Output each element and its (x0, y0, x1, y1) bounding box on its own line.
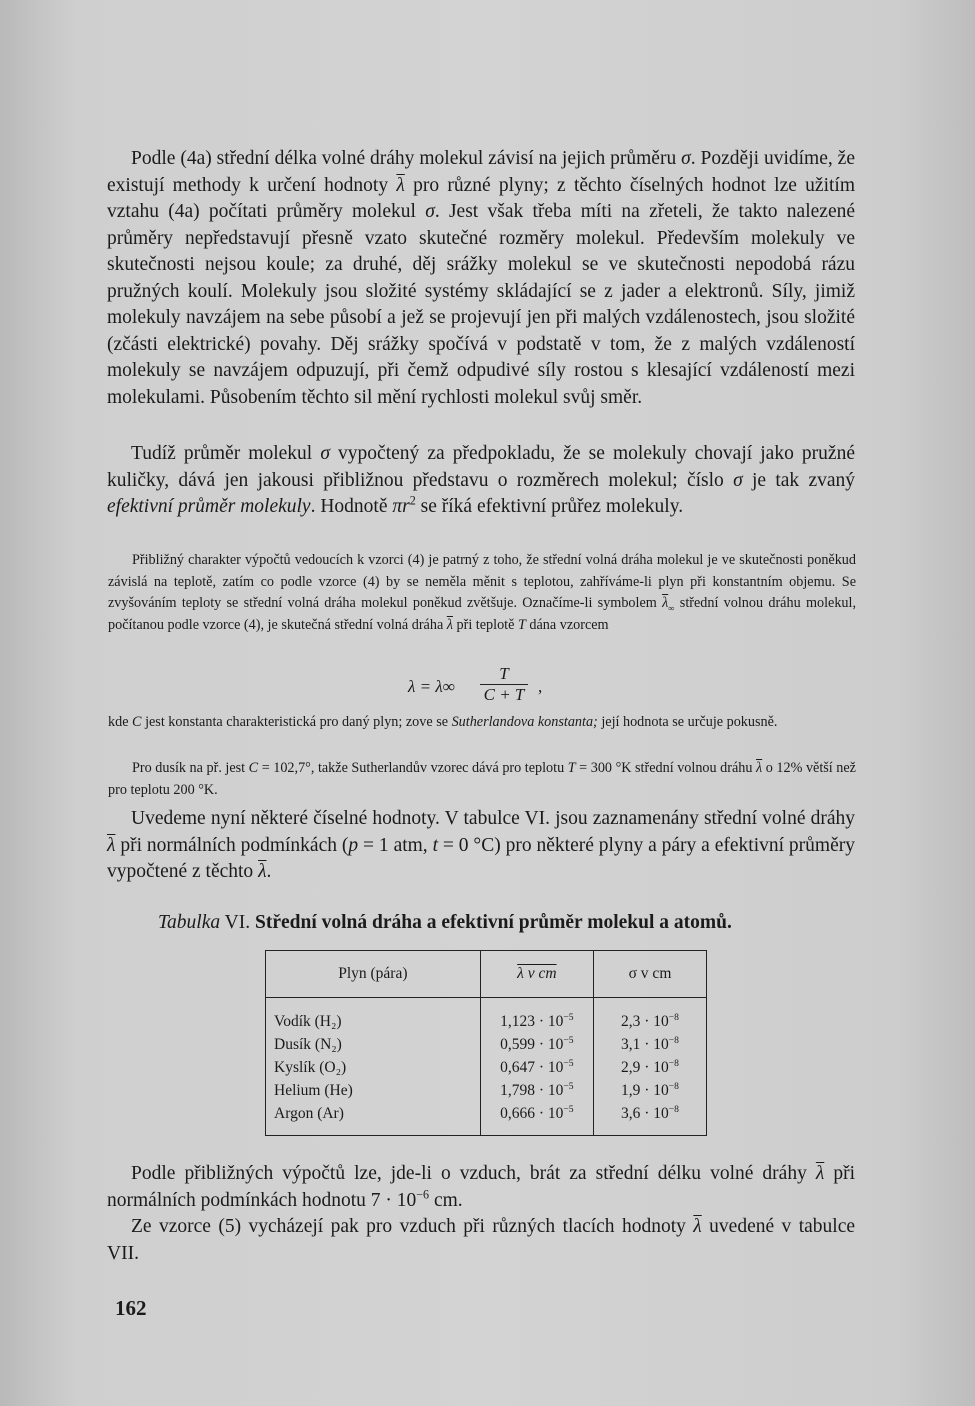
header-sigma: σ v cm (593, 951, 706, 998)
paragraph-3: Uvedeme nyní některé číselné hodnoty. V tabulce VI. jsou zaznamenány střední volné dráhy $\overline{\lambda}$ při normálních podmínkách (p = 1 atm, t = 0 °C) pro některé plyny a páry a efektivní průměry vypočtené z těchto $\overline{\lambda}$. (107, 808, 855, 882)
cell-sigma: $2,3 \cdot 10^{-8}$ (593, 998, 706, 1034)
paragraph-2: Tudíž průměr molekul σ vypočtený za předpokladu, že se molekuly chovají jako pružné kuličky, dává jen jakousi přibližnou představu o rozměrech molekul; číslo σ je tak zvaný efektivní průměr molekuly. Hodnotě $\pi r^2$ se říká efektivní průřez molekuly. (107, 443, 855, 517)
cell-sigma: $3,6 \cdot 10^{-8}$ (593, 1102, 706, 1136)
mean-free-path-table (265, 950, 707, 1136)
small-paragraph-1: Přibližný charakter výpočtů vedoucích k vzorci (4) je patrný z toho, že střední volná dráha molekul je ve skutečnosti poněkud závislá na teplotě, zatím co podle vzorce (4) by se neměla měnit s teplotou, zahříváme-li plyn při konstantním objemu. Se zvyšováním teploty se střední volná dráha molekul poněkud zvětšuje. Označíme-li symbolem $\overline{\lambda}_\infty$ střední volnou dráhu molekul, počítanou podle vzorce (4), je skutečná střední volná dráha $\overline{\lambda}$ při teplotě T dána vzorcem (108, 552, 856, 633)
formula-lhs: λ = λ∞ (408, 677, 455, 696)
formula-fraction (480, 665, 528, 704)
header-lambda: λ v cm (480, 951, 593, 998)
cell-sigma: $2,9 \cdot 10^{-8}$ (593, 1056, 706, 1079)
table-header-row (266, 951, 707, 998)
cell-lambda: $1,798 \cdot 10^{-5}$ (480, 1079, 593, 1102)
table-row (266, 1033, 707, 1056)
cell-gas: Argon (Ar) (266, 1102, 481, 1136)
table-row (266, 1102, 707, 1136)
cell-gas: Vodík (H₂) (266, 998, 481, 1034)
cell-gas: Dusík (N₂) (266, 1033, 481, 1056)
paragraph-4: Podle přibližných výpočtů lze, jde-li o vzduch, brát za střední délku volné dráhy $\overline{\lambda}$ při normálních podmínkách hodnotu $7 \cdot 10^{-6}$ cm. (107, 1163, 855, 1211)
formula-denominator: C + T (483, 685, 525, 704)
table-row (266, 998, 707, 1034)
header-gas: Plyn (pára) (266, 951, 481, 998)
paragraph-1: Podle (4a) střední délka volné dráhy molekul závisí na jejich průměru σ. Později uvidíme, že existují methody k určení hodnoty $\overline{\lambda}$ pro různé plyny; z těchto číselných hodnot lze užitím vztahu (4a) počítati průměry molekul σ. Jest však třeba míti na zřeteli, že takto nalezené průměry nepředstavují přesně vzato skutečné rozměry molekul. Především molekuly ve skutečnosti nejsou koule; za druhé, děj srážky molekul se ve skutečnosti nepodobá rázu pružných koulí. Molekuly jsou složité systémy skládající se z jader a elektronů. Síly, jimiž molekuly navzájem na sebe působí a jež se projevují jen při malých vzdálenostech, jsou složité (zčásti elektrické) povahy. Děj srážky spočívá v podstatě v tom, že z malých vzdáleností molekuly se navzájem odpuzují, při čemž odpudivé síly rostou s klesající vzdáleností mezi molekulami. Působením těchto sil mění rychlosti molekul svůj směr. (107, 148, 856, 408)
formula-numerator: T (499, 664, 509, 683)
cell-lambda: $0,647 \cdot 10^{-5}$ (480, 1056, 593, 1079)
small-paragraph-2: kde C jest konstanta charakteristická pro daný plyn; zove se Sutherlandova konstanta; její hodnota se určuje pokusně. (108, 714, 778, 730)
cell-lambda: $0,666 \cdot 10^{-5}$ (480, 1102, 593, 1136)
cell-lambda: $0,599 \cdot 10^{-5}$ (480, 1033, 593, 1056)
cell-gas: Kyslík (O₂) (266, 1056, 481, 1079)
cell-sigma: $1,9 \cdot 10^{-8}$ (593, 1079, 706, 1102)
formula-comma: , (538, 677, 543, 696)
table-row (266, 1079, 707, 1102)
paragraph-5: Ze vzorce (5) vycházejí pak pro vzduch při různých tlacích hodnoty $\overline{\lambda}$ uvedené v tabulce VII. (107, 1216, 855, 1264)
cell-sigma: $3,1 \cdot 10^{-8}$ (593, 1033, 706, 1056)
cell-gas: Helium (He) (266, 1079, 481, 1102)
table-row (266, 1056, 707, 1079)
page-number: 162 (115, 1296, 147, 1320)
cell-lambda: $1,123 \cdot 10^{-5}$ (480, 998, 593, 1034)
table-caption: Tabulka VI. Střední volná dráha a efektivní průměr molekul a atomů. (158, 912, 732, 933)
small-paragraph-3: Pro dusík na př. jest C = 102,7°, takže Sutherlandův vzorec dává pro teplotu T = 300 °K střední volnou dráhu $\overline{\lambda}$ o 12% větší než pro teplotu 200 °K. (108, 760, 856, 798)
sutherland-formula (400, 665, 600, 705)
